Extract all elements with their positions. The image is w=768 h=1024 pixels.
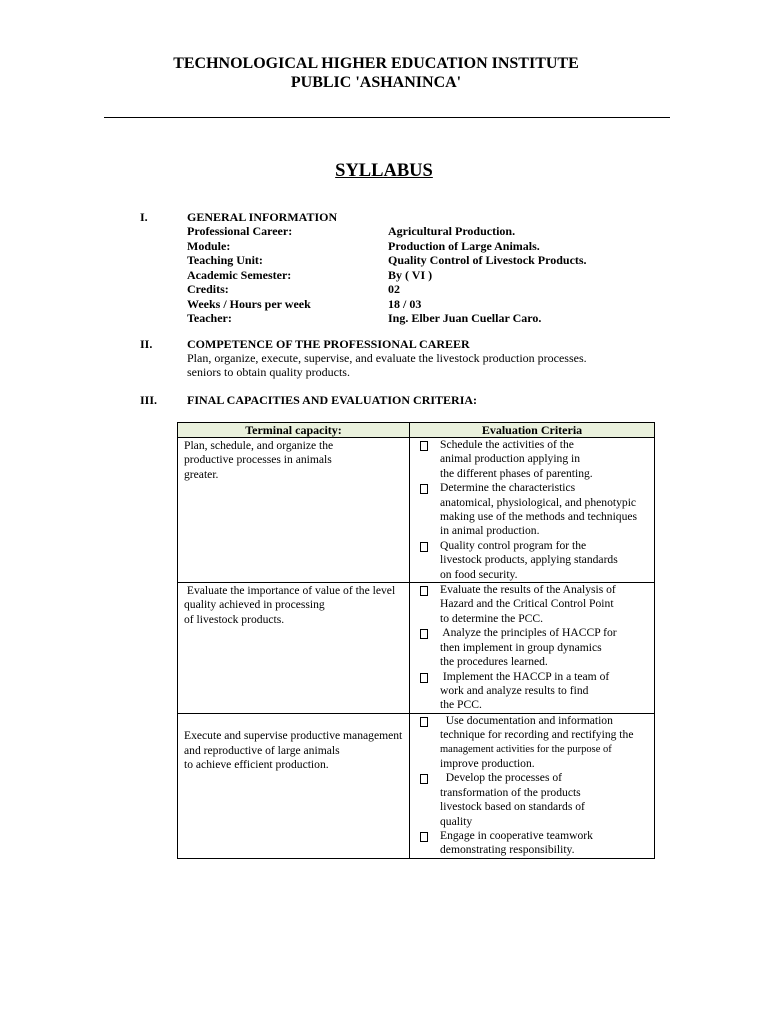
field-label: Teaching Unit: xyxy=(187,253,263,267)
criteria-line: Hazard and the Critical Control Point xyxy=(440,597,614,611)
general-info-row xyxy=(187,282,627,297)
competence-line2: seniors to obtain quality products. xyxy=(187,365,350,379)
capacity-line: Plan, schedule, and organize the xyxy=(184,439,334,452)
criteria-item xyxy=(410,771,654,829)
capacity-line: of livestock products. xyxy=(184,612,285,626)
criteria-line: the procedures learned. xyxy=(440,655,548,669)
bullet-box-icon xyxy=(420,673,428,683)
capacity-line: Evaluate the importance of value of the level xyxy=(184,584,396,598)
capacity-line: greater. xyxy=(184,467,219,481)
bullet-box-icon xyxy=(420,484,428,494)
criteria-line: demonstrating responsibility. xyxy=(440,843,575,857)
document-title xyxy=(0,161,768,182)
table-header-row xyxy=(178,423,655,438)
criteria-line: anatomical, physiological, and phenotypic xyxy=(440,495,637,509)
criteria-line: then implement in group dynamics xyxy=(440,640,602,654)
capacity-line: productive processes in animals xyxy=(184,453,332,467)
capacity-line: to achieve efficient production. xyxy=(184,757,329,771)
table-row xyxy=(178,583,655,714)
table-body xyxy=(178,438,655,859)
criteria-line: Develop the processes of xyxy=(440,771,563,785)
field-label: Credits: xyxy=(187,282,229,296)
field-value: 02 xyxy=(388,282,400,296)
section1-heading: GENERAL INFORMATION xyxy=(187,210,338,224)
evaluation-criteria-cell xyxy=(410,713,655,858)
general-info-row xyxy=(187,239,627,254)
criteria-line: Schedule the activities of the xyxy=(440,438,574,451)
bullet-box-icon xyxy=(420,832,428,842)
field-value: By ( VI ) xyxy=(388,267,433,282)
criteria-line: livestock products, applying standards xyxy=(440,553,618,567)
general-info-row xyxy=(187,297,627,312)
criteria-item xyxy=(410,626,654,669)
field-label: Academic Semester: xyxy=(187,267,292,282)
criteria-line: management activities for the purpose of xyxy=(440,743,612,755)
field-value: Ing. Elber Juan Cuellar Caro. xyxy=(388,311,542,325)
competence-line1: Plan, organize, execute, supervise, and evaluate the livestock production processes. xyxy=(187,351,587,365)
criteria-line: Analyze the principles of HACCP for xyxy=(440,626,617,640)
field-value: Agricultural Production. xyxy=(388,224,516,238)
header-divider xyxy=(104,117,670,118)
institute-name-line1: TECHNOLOGICAL HIGHER EDUCATION INSTITUTE xyxy=(173,55,579,72)
evaluation-criteria-cell xyxy=(410,583,655,714)
general-info-list xyxy=(187,224,627,326)
field-label: Weeks / Hours per week xyxy=(187,296,311,311)
field-value: Production of Large Animals. xyxy=(388,238,540,253)
criteria-item xyxy=(410,438,654,481)
section2-numeral: II. xyxy=(140,337,153,351)
criteria-item xyxy=(410,481,654,539)
general-info-row xyxy=(187,224,627,239)
terminal-capacity-header: Terminal capacity: xyxy=(178,423,410,438)
field-label: Module: xyxy=(187,238,231,253)
section3-numeral: III. xyxy=(140,393,158,407)
section1-numeral: I. xyxy=(140,210,148,224)
bullet-box-icon xyxy=(420,629,428,639)
criteria-line: Implement the HACCP in a team of xyxy=(440,669,610,683)
criteria-line: Engage in cooperative teamwork xyxy=(440,828,593,842)
terminal-capacity-cell xyxy=(178,583,410,714)
capacity-line xyxy=(184,715,409,729)
criteria-line: improve production. xyxy=(440,756,535,770)
general-info-row xyxy=(187,253,627,268)
criteria-item xyxy=(410,829,654,858)
table-row xyxy=(178,713,655,858)
terminal-capacity-cell xyxy=(178,713,410,858)
criteria-line: livestock based on standards of xyxy=(440,800,585,814)
general-info-row xyxy=(187,311,627,326)
capacity-line: and reproductive of large animals xyxy=(184,743,340,757)
criteria-line: work and analyze results to find xyxy=(440,683,589,697)
bullet-box-icon xyxy=(420,586,428,596)
section3-heading: FINAL CAPACITIES AND EVALUATION CRITERIA: xyxy=(187,393,478,407)
criteria-item xyxy=(410,670,654,713)
evaluation-criteria-cell xyxy=(410,438,655,583)
criteria-line: Use documentation and information xyxy=(440,713,613,727)
institute-name-line2: PUBLIC 'ASHANINCA' xyxy=(290,74,462,91)
criteria-line: technique for recording and rectifying the xyxy=(440,728,634,742)
field-value: Quality Control of Livestock Products. xyxy=(388,253,587,267)
criteria-line: Evaluate the results of the Analysis of xyxy=(440,583,616,597)
criteria-line: Quality control program for the xyxy=(440,538,587,552)
criteria-line: making use of the methods and techniques xyxy=(440,510,638,524)
field-value: 18 / 03 xyxy=(388,296,422,311)
criteria-item xyxy=(410,714,654,772)
bullet-box-icon xyxy=(420,717,428,727)
criteria-line: quality xyxy=(440,814,473,828)
criteria-line: on food security. xyxy=(440,567,518,581)
table-row xyxy=(178,438,655,583)
field-label: Teacher: xyxy=(187,311,232,325)
criteria-line: the different phases of parenting. xyxy=(440,466,593,480)
general-info-row xyxy=(187,268,627,283)
criteria-line: Determine the characteristics xyxy=(440,481,576,495)
bullet-box-icon xyxy=(420,441,428,451)
field-label: Professional Career: xyxy=(187,224,293,238)
criteria-item xyxy=(410,539,654,582)
section2-heading: COMPETENCE OF THE PROFESSIONAL CAREER xyxy=(187,337,470,351)
capacities-table xyxy=(177,422,655,859)
criteria-item xyxy=(410,583,654,626)
criteria-line: animal production applying in xyxy=(440,452,581,466)
document-title-text: SYLLABUS xyxy=(335,161,433,181)
capacity-line: quality achieved in processing xyxy=(184,598,325,612)
bullet-box-icon xyxy=(420,542,428,552)
bullet-box-icon xyxy=(420,774,428,784)
terminal-capacity-cell xyxy=(178,438,410,583)
capacity-line: Execute and supervise productive management xyxy=(184,729,403,743)
criteria-line: transformation of the products xyxy=(440,785,581,799)
criteria-line: in animal production. xyxy=(440,524,540,538)
evaluation-criteria-header: Evaluation Criteria xyxy=(410,423,655,438)
criteria-line: the PCC. xyxy=(440,698,482,712)
criteria-line: to determine the PCC. xyxy=(440,611,544,625)
